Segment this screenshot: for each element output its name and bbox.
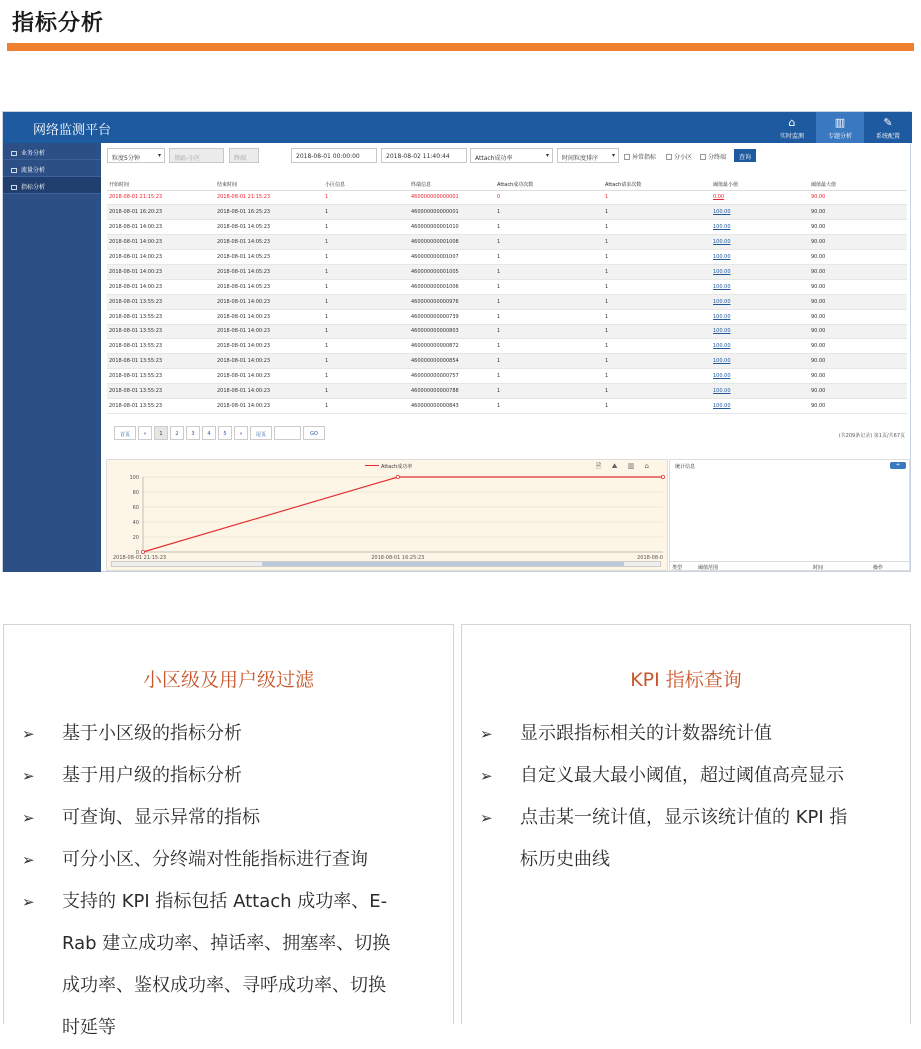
table-cell: 1 (495, 339, 603, 354)
feature-text: 显示跟指标相关的计数器统计值 (520, 723, 772, 744)
table-cell: 1 (495, 384, 603, 399)
app-header (3, 112, 912, 143)
table-cell: 2018-08-01 14:00:23 (215, 354, 323, 369)
bullet-arrow-icon: ➢ (22, 809, 35, 827)
table-cell: 90.00 (809, 250, 907, 265)
kpi-table (107, 180, 907, 414)
query-button[interactable]: 查询 (734, 149, 756, 162)
terminal-checkbox[interactable] (700, 152, 726, 161)
table-cell: 1 (603, 398, 711, 413)
threshold-min-link[interactable]: 0.00 (711, 190, 809, 205)
table-cell: 1 (323, 235, 409, 250)
table-cell: 460000000000757 (409, 369, 495, 384)
checkbox-icon (624, 154, 630, 160)
col-attach-success: Attach成功次数 (495, 180, 603, 190)
end-time-input[interactable]: 2018-08-02 11:40:44 (381, 148, 467, 163)
y-tick-label: 60 (132, 505, 139, 511)
feature-item (480, 713, 847, 755)
bullet-arrow-icon: ➢ (480, 767, 493, 785)
table-cell: 90.00 (809, 309, 907, 324)
series-line (143, 477, 663, 552)
table-cell: 2018-08-01 13:55:23 (107, 324, 215, 339)
y-tick-label: 80 (132, 490, 139, 496)
terminal-input[interactable]: 终端 (229, 148, 259, 163)
table-cell: 90.00 (809, 294, 907, 309)
y-tick-label: 20 (132, 535, 139, 541)
feature-text: 点击某一统计值，显示该统计值的 KPI 指 (520, 807, 848, 828)
table-cell: 90.00 (809, 205, 907, 220)
threshold-min-link[interactable]: 100.00 (711, 250, 809, 265)
table-header-row (107, 180, 907, 190)
threshold-min-link[interactable]: 100.00 (711, 220, 809, 235)
threshold-min-link[interactable]: 100.00 (711, 205, 809, 220)
table-cell: 90.00 (809, 264, 907, 279)
table-cell: 460000000000739 (409, 309, 495, 324)
table-cell: 1 (323, 324, 409, 339)
threshold-min-link[interactable]: 100.00 (711, 264, 809, 279)
table-cell: 460000000001005 (409, 264, 495, 279)
table-cell: 90.00 (809, 324, 907, 339)
table-row[interactable] (107, 250, 907, 265)
table-cell: 1 (603, 369, 711, 384)
pagination (114, 426, 325, 440)
feature-item (22, 797, 390, 839)
table-row[interactable] (107, 279, 907, 294)
sidebar-item-business[interactable] (3, 143, 101, 160)
feature-item (22, 755, 390, 797)
feature-list (22, 713, 390, 1049)
table-cell: 1 (495, 398, 603, 413)
card-title: KPI 指标查询 (630, 669, 742, 691)
table-cell: 460000000000843 (409, 398, 495, 413)
bar-chart-icon: ▥ (834, 116, 846, 129)
table-row[interactable] (107, 205, 907, 220)
table-cell: 2018-08-01 13:55:23 (107, 398, 215, 413)
sidebar (3, 143, 101, 572)
feature-list (480, 713, 847, 881)
table-cell: 460000000001006 (409, 279, 495, 294)
table-cell: 460000000001007 (409, 250, 495, 265)
page-button[interactable]: 3 (186, 426, 200, 440)
table-cell: 1 (495, 205, 603, 220)
table-cell: 1 (603, 190, 711, 205)
table-cell: 1 (603, 354, 711, 369)
edit-icon: ✎ (883, 116, 893, 129)
page-button[interactable]: 2 (170, 426, 184, 440)
col-threshold-min: 阈值最小值 (711, 180, 809, 190)
table-cell: 2018-08-01 14:05:23 (215, 220, 323, 235)
sidebar-item-traffic[interactable] (3, 160, 101, 177)
table-cell: 2018-08-01 14:00:23 (215, 324, 323, 339)
table-cell: 2018-08-01 13:55:23 (107, 339, 215, 354)
table-cell: 1 (495, 235, 603, 250)
table-cell: 2018-08-01 14:00:23 (107, 220, 215, 235)
feature-item (480, 797, 847, 839)
page-button[interactable]: 5 (218, 426, 232, 440)
chart-legend[interactable] (365, 463, 412, 470)
doc-icon (11, 151, 17, 156)
page-button[interactable]: 1 (154, 426, 168, 440)
nav-label: 专题分析 (827, 133, 852, 140)
checkbox-label: 分小区 (674, 154, 693, 161)
table-cell: 2018-08-01 21:15:23 (107, 190, 215, 205)
table-cell: 1 (603, 279, 711, 294)
table-cell: 1 (495, 354, 603, 369)
table-cell: 90.00 (809, 220, 907, 235)
table-row[interactable] (107, 220, 907, 235)
table-row[interactable] (107, 324, 907, 339)
home-icon: ⌂ (788, 116, 796, 129)
feature-text: 标历史曲线 (520, 849, 610, 870)
x-tick-label: 2018-08-01 21:15:23 (113, 555, 167, 561)
page-button[interactable]: 4 (202, 426, 216, 440)
feature-item (480, 839, 847, 881)
kpi-line-chart (107, 460, 669, 572)
bullet-arrow-icon: ➢ (480, 809, 493, 827)
table-cell: 90.00 (809, 190, 907, 205)
table-cell: 2018-08-01 13:55:23 (107, 309, 215, 324)
statistics-title: 统计信息 (675, 464, 696, 470)
data-point (661, 475, 664, 478)
table-cell: 1 (495, 369, 603, 384)
table-row[interactable] (107, 264, 907, 279)
feature-card-filter (3, 624, 454, 1038)
chart-toolbox[interactable]: 🖹 ⛰ ▥ ⌂ (595, 462, 653, 470)
feature-text: 成功率、鉴权成功率、寻呼成功率、切换 (62, 975, 386, 996)
table-cell: 1 (495, 250, 603, 265)
add-button[interactable]: + (890, 462, 906, 469)
table-cell: 2018-08-01 13:55:23 (107, 354, 215, 369)
table-cell: 1 (603, 220, 711, 235)
table-cell: 1 (495, 324, 603, 339)
table-cell: 2018-08-01 21:15:23 (215, 190, 323, 205)
table-cell: 2018-08-01 14:05:23 (215, 250, 323, 265)
table-cell: 2018-08-01 14:00:23 (107, 235, 215, 250)
abnormal-checkbox[interactable] (624, 152, 656, 161)
table-row[interactable] (107, 384, 907, 399)
threshold-min-link[interactable]: 100.00 (711, 324, 809, 339)
nav-analysis[interactable] (816, 112, 864, 143)
feature-item (22, 923, 390, 965)
table-cell: 1 (323, 384, 409, 399)
table-cell: 460000000000788 (409, 384, 495, 399)
table-cell: 2018-08-01 14:00:23 (215, 398, 323, 413)
chart-icon (11, 185, 17, 190)
table-cell: 1 (323, 398, 409, 413)
nav-label: 系统配置 (875, 133, 900, 140)
table-cell: 1 (323, 264, 409, 279)
table-row[interactable] (107, 369, 907, 384)
table-cell: 1 (603, 339, 711, 354)
table-cell: 460000000001010 (409, 220, 495, 235)
table-cell: 2018-08-01 16:20:23 (107, 205, 215, 220)
table-cell: 2018-08-01 14:00:23 (215, 369, 323, 384)
table-cell: 2018-08-01 14:00:23 (215, 339, 323, 354)
sidebar-item-label: 业务分析 (21, 150, 46, 157)
prev-page-button[interactable]: « (138, 426, 152, 440)
sidebar-item-kpi[interactable] (3, 177, 101, 194)
page-title: 指标分析 (12, 11, 105, 36)
table-cell: 1 (603, 294, 711, 309)
stat-col-type: 类型 (672, 565, 683, 571)
col-threshold-max: 阈值最大值 (809, 180, 907, 190)
nav-realtime[interactable] (768, 112, 816, 143)
checkbox-label: 分终端 (708, 154, 727, 161)
table-cell: 2018-08-01 14:00:23 (107, 264, 215, 279)
table-cell: 1 (323, 309, 409, 324)
table-cell: 2018-08-01 14:05:23 (215, 264, 323, 279)
col-end-time: 结束时间 (215, 180, 323, 190)
threshold-min-link[interactable]: 100.00 (711, 235, 809, 250)
table-cell: 90.00 (809, 354, 907, 369)
stat-col-action: 操作 (873, 565, 884, 571)
first-page-button[interactable]: 首页 (114, 426, 136, 440)
table-cell: 1 (323, 250, 409, 265)
legend-swatch (365, 465, 379, 466)
table-cell: 2018-08-01 13:55:23 (107, 294, 215, 309)
data-point (141, 550, 144, 553)
threshold-min-link[interactable]: 100.00 (711, 309, 809, 324)
table-cell: 1 (323, 205, 409, 220)
threshold-min-link[interactable]: 100.00 (711, 384, 809, 399)
table-cell: 90.00 (809, 235, 907, 250)
kpi-select[interactable]: Attach成功率 ▾ (470, 148, 553, 163)
table-cell: 2018-08-01 13:55:23 (107, 369, 215, 384)
table-cell: 2018-08-01 16:25:23 (215, 205, 323, 220)
pager-info: (共209条记录) 第1页/共67页 (838, 433, 905, 439)
app-title: 网络监测平台 (33, 123, 112, 138)
threshold-min-link[interactable]: 100.00 (711, 279, 809, 294)
stat-col-range: 阈值范围 (698, 565, 719, 571)
kpi-chart-panel (106, 459, 668, 571)
table-cell: 1 (603, 324, 711, 339)
feature-item (480, 755, 847, 797)
stat-col-time: 时间 (813, 565, 824, 571)
doc-icon (11, 168, 17, 173)
table-cell: 460000000000803 (409, 324, 495, 339)
feature-text: 可分小区、分终端对性能指标进行查询 (62, 849, 368, 870)
table-cell: 2018-08-01 14:00:23 (215, 294, 323, 309)
feature-text: 时延等 (62, 1017, 116, 1038)
checkbox-label: 异常指标 (632, 154, 657, 161)
feature-text: Rab 建立成功率、掉话率、拥塞率、切换 (62, 933, 391, 954)
cell-input[interactable]: 基站-小区 (169, 148, 224, 163)
table-cell: 1 (495, 279, 603, 294)
y-tick-label: 40 (132, 520, 139, 526)
table-cell: 2018-08-01 14:00:23 (107, 279, 215, 294)
top-nav (768, 112, 912, 143)
table-cell: 2018-08-01 14:00:23 (215, 309, 323, 324)
bullet-arrow-icon: ➢ (22, 725, 35, 743)
last-page-button[interactable]: 尾页 (250, 426, 272, 440)
feature-item (22, 881, 390, 923)
table-row[interactable] (107, 235, 907, 250)
next-page-button[interactable]: » (234, 426, 248, 440)
feature-text: 基于用户级的指标分析 (62, 765, 242, 786)
table-cell: 90.00 (809, 384, 907, 399)
feature-text: 支持的 KPI 指标包括 Attach 成功率、E- (62, 891, 388, 912)
table-cell: 90.00 (809, 279, 907, 294)
feature-text: 基于小区级的指标分析 (62, 723, 242, 744)
table-cell: 1 (323, 339, 409, 354)
x-tick-label: 2018-08-0 (637, 555, 663, 561)
y-tick-label: 100 (129, 475, 139, 481)
threshold-min-link[interactable]: 100.00 (711, 294, 809, 309)
feature-item (22, 839, 390, 881)
statistics-header (670, 561, 910, 571)
feature-item (22, 965, 390, 1007)
legend-label: Attach成功率 (381, 464, 413, 470)
col-cell: 小区信息 (323, 180, 409, 190)
title-underline (7, 43, 914, 51)
table-row[interactable] (107, 294, 907, 309)
start-time-input[interactable]: 2018-08-01 00:00:00 (291, 148, 377, 163)
table-cell: 90.00 (809, 369, 907, 384)
statistics-panel (669, 459, 910, 571)
bullet-arrow-icon: ➢ (480, 725, 493, 743)
feature-item (22, 713, 390, 755)
table-row[interactable] (107, 339, 907, 354)
col-start-time: 开始时间 (107, 180, 215, 190)
table-cell: 2018-08-01 13:55:23 (107, 384, 215, 399)
table-cell: 90.00 (809, 339, 907, 354)
table-cell: 460000000000872 (409, 339, 495, 354)
col-attach-request: Attach请求次数 (603, 180, 711, 190)
table-cell: 90.00 (809, 398, 907, 413)
table-cell: 1 (323, 354, 409, 369)
feature-item (22, 1007, 390, 1049)
table-row[interactable] (107, 190, 907, 205)
table-cell: 460000000000854 (409, 354, 495, 369)
sort-select[interactable]: 时间粒度排序 ▾ (557, 148, 619, 163)
bullet-arrow-icon: ➢ (22, 893, 35, 911)
table-cell: 2018-08-01 14:00:23 (215, 384, 323, 399)
sidebar-item-label: 指标分析 (21, 184, 46, 191)
table-cell: 1 (323, 220, 409, 235)
bullet-arrow-icon: ➢ (22, 851, 35, 869)
table-cell: 1 (603, 205, 711, 220)
table-cell: 1 (495, 220, 603, 235)
table-cell: 1 (323, 369, 409, 384)
x-tick-label: 2018-08-01 16:25:23 (371, 555, 425, 561)
table-cell: 460000000000001 (409, 190, 495, 205)
table-cell: 460000000000976 (409, 294, 495, 309)
table-cell: 1 (603, 309, 711, 324)
go-button[interactable]: GO (303, 426, 325, 440)
table-cell: 460000000001008 (409, 235, 495, 250)
y-tick-label: 0 (135, 550, 139, 556)
table-cell: 1 (603, 250, 711, 265)
checkbox-icon (700, 154, 706, 160)
threshold-min-link[interactable]: 100.00 (711, 398, 809, 413)
table-row[interactable] (107, 309, 907, 324)
feature-text: 自定义最大最小阈值，超过阈值高亮显示 (520, 765, 844, 786)
col-terminal: 终端信息 (409, 180, 495, 190)
table-cell: 2018-08-01 14:00:23 (107, 250, 215, 265)
table-cell: 1 (323, 190, 409, 205)
threshold-min-link[interactable]: 100.00 (711, 339, 809, 354)
table-cell: 2018-08-01 14:05:23 (215, 235, 323, 250)
table-cell: 0 (495, 190, 603, 205)
nav-label: 实时监测 (779, 133, 804, 140)
query-toolbar (107, 148, 907, 164)
table-cell: 1 (323, 294, 409, 309)
table-row[interactable] (107, 398, 907, 413)
app-screenshot (2, 111, 911, 572)
threshold-min-link[interactable]: 100.00 (711, 354, 809, 369)
feature-text: 可查询、显示异常的指标 (62, 807, 260, 828)
nav-config[interactable] (864, 112, 912, 143)
table-cell: 460000000000001 (409, 205, 495, 220)
cell-checkbox[interactable] (666, 152, 692, 161)
bullet-arrow-icon: ➢ (22, 767, 35, 785)
table-cell: 1 (603, 384, 711, 399)
page-number-input[interactable] (274, 426, 301, 440)
table-cell: 2018-08-01 14:05:23 (215, 279, 323, 294)
table-cell: 1 (495, 294, 603, 309)
table-cell: 1 (495, 309, 603, 324)
table-cell: 1 (495, 264, 603, 279)
table-cell: 1 (603, 235, 711, 250)
table-row[interactable] (107, 354, 907, 369)
table-cell: 1 (323, 279, 409, 294)
sidebar-item-label: 流量分析 (21, 167, 46, 174)
granularity-select[interactable]: 粒度5分钟 ▾ (107, 148, 165, 163)
data-point (396, 475, 399, 478)
chart-zoom-slider[interactable] (111, 561, 661, 567)
table-cell: 1 (603, 264, 711, 279)
threshold-min-link[interactable]: 100.00 (711, 369, 809, 384)
checkbox-icon (666, 154, 672, 160)
feature-card-kpi (461, 624, 911, 1024)
zoom-slider-handle[interactable] (262, 562, 624, 566)
card-title: 小区级及用户级过滤 (142, 669, 314, 691)
